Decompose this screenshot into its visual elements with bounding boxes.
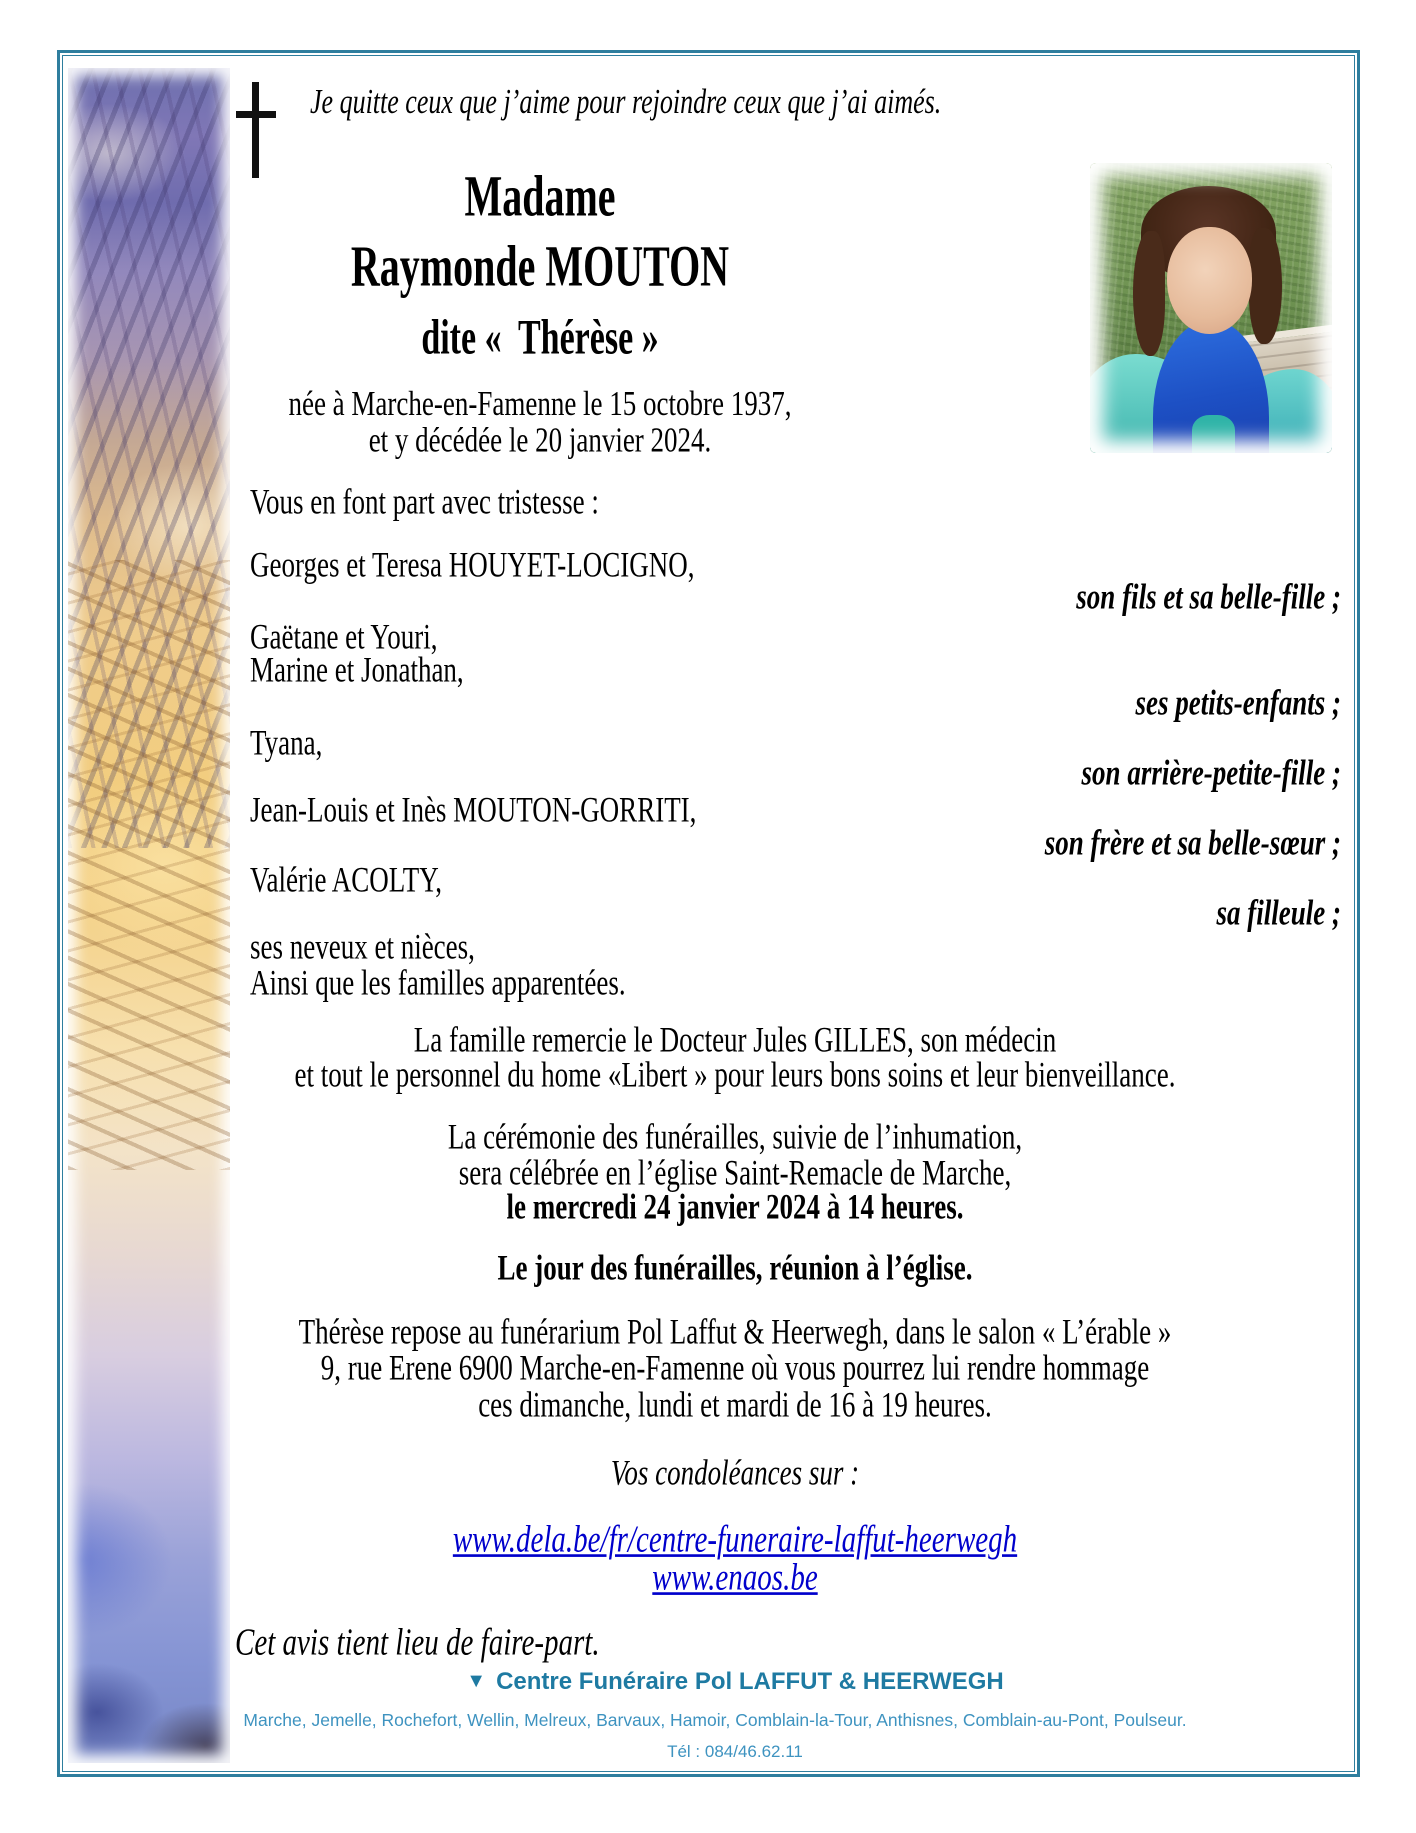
deceased-nickname: dite « Thérèse » xyxy=(421,311,659,365)
birth-line: née à Marche-en-Famenne le 15 octobre 1937, xyxy=(288,383,792,423)
repose-line: Thérèse repose au funérarium Pol Laffut & Heerwegh, dans le salon « L’érable » xyxy=(298,1311,1172,1352)
intro-line: Vous en font part avec tristesse : xyxy=(250,481,599,522)
family-names-line: Gaëtane et Youri, xyxy=(250,616,438,657)
condolence-link-dela[interactable]: www.dela.be/fr/centre-funeraire-laffut-heerwegh xyxy=(452,1518,1018,1561)
funeral-home-label: Centre Funéraire Pol LAFFUT & HEERWEGH xyxy=(496,1668,1004,1695)
deceased-title: Madame xyxy=(464,163,616,229)
thanks-line: La famille remercie le Docteur Jules GILLES, son médecin xyxy=(413,1019,1057,1060)
family-relation-line: son frère et sa belle-sœur ; xyxy=(1044,822,1341,863)
family-names-line: Ainsi que les familles apparentées. xyxy=(250,962,626,1003)
ceremony-date-line: le mercredi 24 janvier 2024 à 14 heures. xyxy=(506,1186,964,1227)
locations-line: Marche, Jemelle, Rochefort, Wellin, Melreux, Barvaux, Hamoir, Comblain-la-Tour, Anthisnes, Comblain-au-Pont, Poulseur. xyxy=(243,1710,1187,1730)
memorial-quote: Je quitte ceux que j’aime pour rejoindre ceux que j’ai aimés. xyxy=(310,82,942,122)
repose-line: ces dimanche, lundi et mardi de 16 à 19 heures. xyxy=(478,1384,992,1425)
deceased-name: Raymonde MOUTON xyxy=(350,233,730,299)
family-names-line: ses neveux et nièces, xyxy=(250,926,475,967)
triangle-icon: ▼ xyxy=(466,1670,487,1692)
photo-fade-edge xyxy=(68,68,230,1763)
death-line: et y décédée le 20 janvier 2024. xyxy=(368,420,712,460)
family-names-line: Marine et Jonathan, xyxy=(250,649,464,690)
phone-line: Tél : 084/46.62.11 xyxy=(667,1742,803,1761)
cross-icon-bar xyxy=(236,111,276,118)
condolences-label: Vos condoléances sur : xyxy=(610,1452,860,1493)
ceremony-line: sera célébrée en l’église Saint-Remacle de Marche, xyxy=(458,1152,1012,1193)
ceremony-line: La cérémonie des funérailles, suivie de l’inhumation, xyxy=(447,1116,1023,1157)
repose-line: 9, rue Erene 6900 Marche-en-Famenne où vous pourrez lui rendre hommage xyxy=(320,1347,1150,1388)
thanks-line: et tout le personnel du home «Libert » pour leurs bons soins et leur bienveillance. xyxy=(294,1054,1176,1095)
condolence-link-enaos[interactable]: www.enaos.be xyxy=(652,1556,818,1599)
winter-trees-photo xyxy=(68,68,230,1763)
family-relation-line: ses petits-enfants ; xyxy=(1135,682,1341,723)
family-names-line: Georges et Teresa HOUYET-LOCIGNO, xyxy=(250,544,695,585)
notice-line: Cet avis tient lieu de faire-part. xyxy=(235,1622,600,1664)
funeral-home-name xyxy=(230,1668,1240,1696)
family-names-line: Jean-Louis et Inès MOUTON-GORRITI, xyxy=(250,789,697,830)
deceased-title-block xyxy=(230,162,850,374)
family-names-line: Valérie ACOLTY, xyxy=(250,859,442,900)
meeting-line: Le jour des funérailles, réunion à l’église. xyxy=(497,1247,973,1288)
family-relation-line: son fils et sa belle-fille ; xyxy=(1076,576,1341,617)
family-relation-line: son arrière-petite-fille ; xyxy=(1081,752,1341,793)
family-relation-line: sa filleule ; xyxy=(1216,892,1341,933)
photo-fade-edge xyxy=(1090,163,1332,453)
family-names-line: Tyana, xyxy=(250,722,323,763)
birth-death-block xyxy=(230,385,850,459)
portrait-photo xyxy=(1090,163,1332,453)
